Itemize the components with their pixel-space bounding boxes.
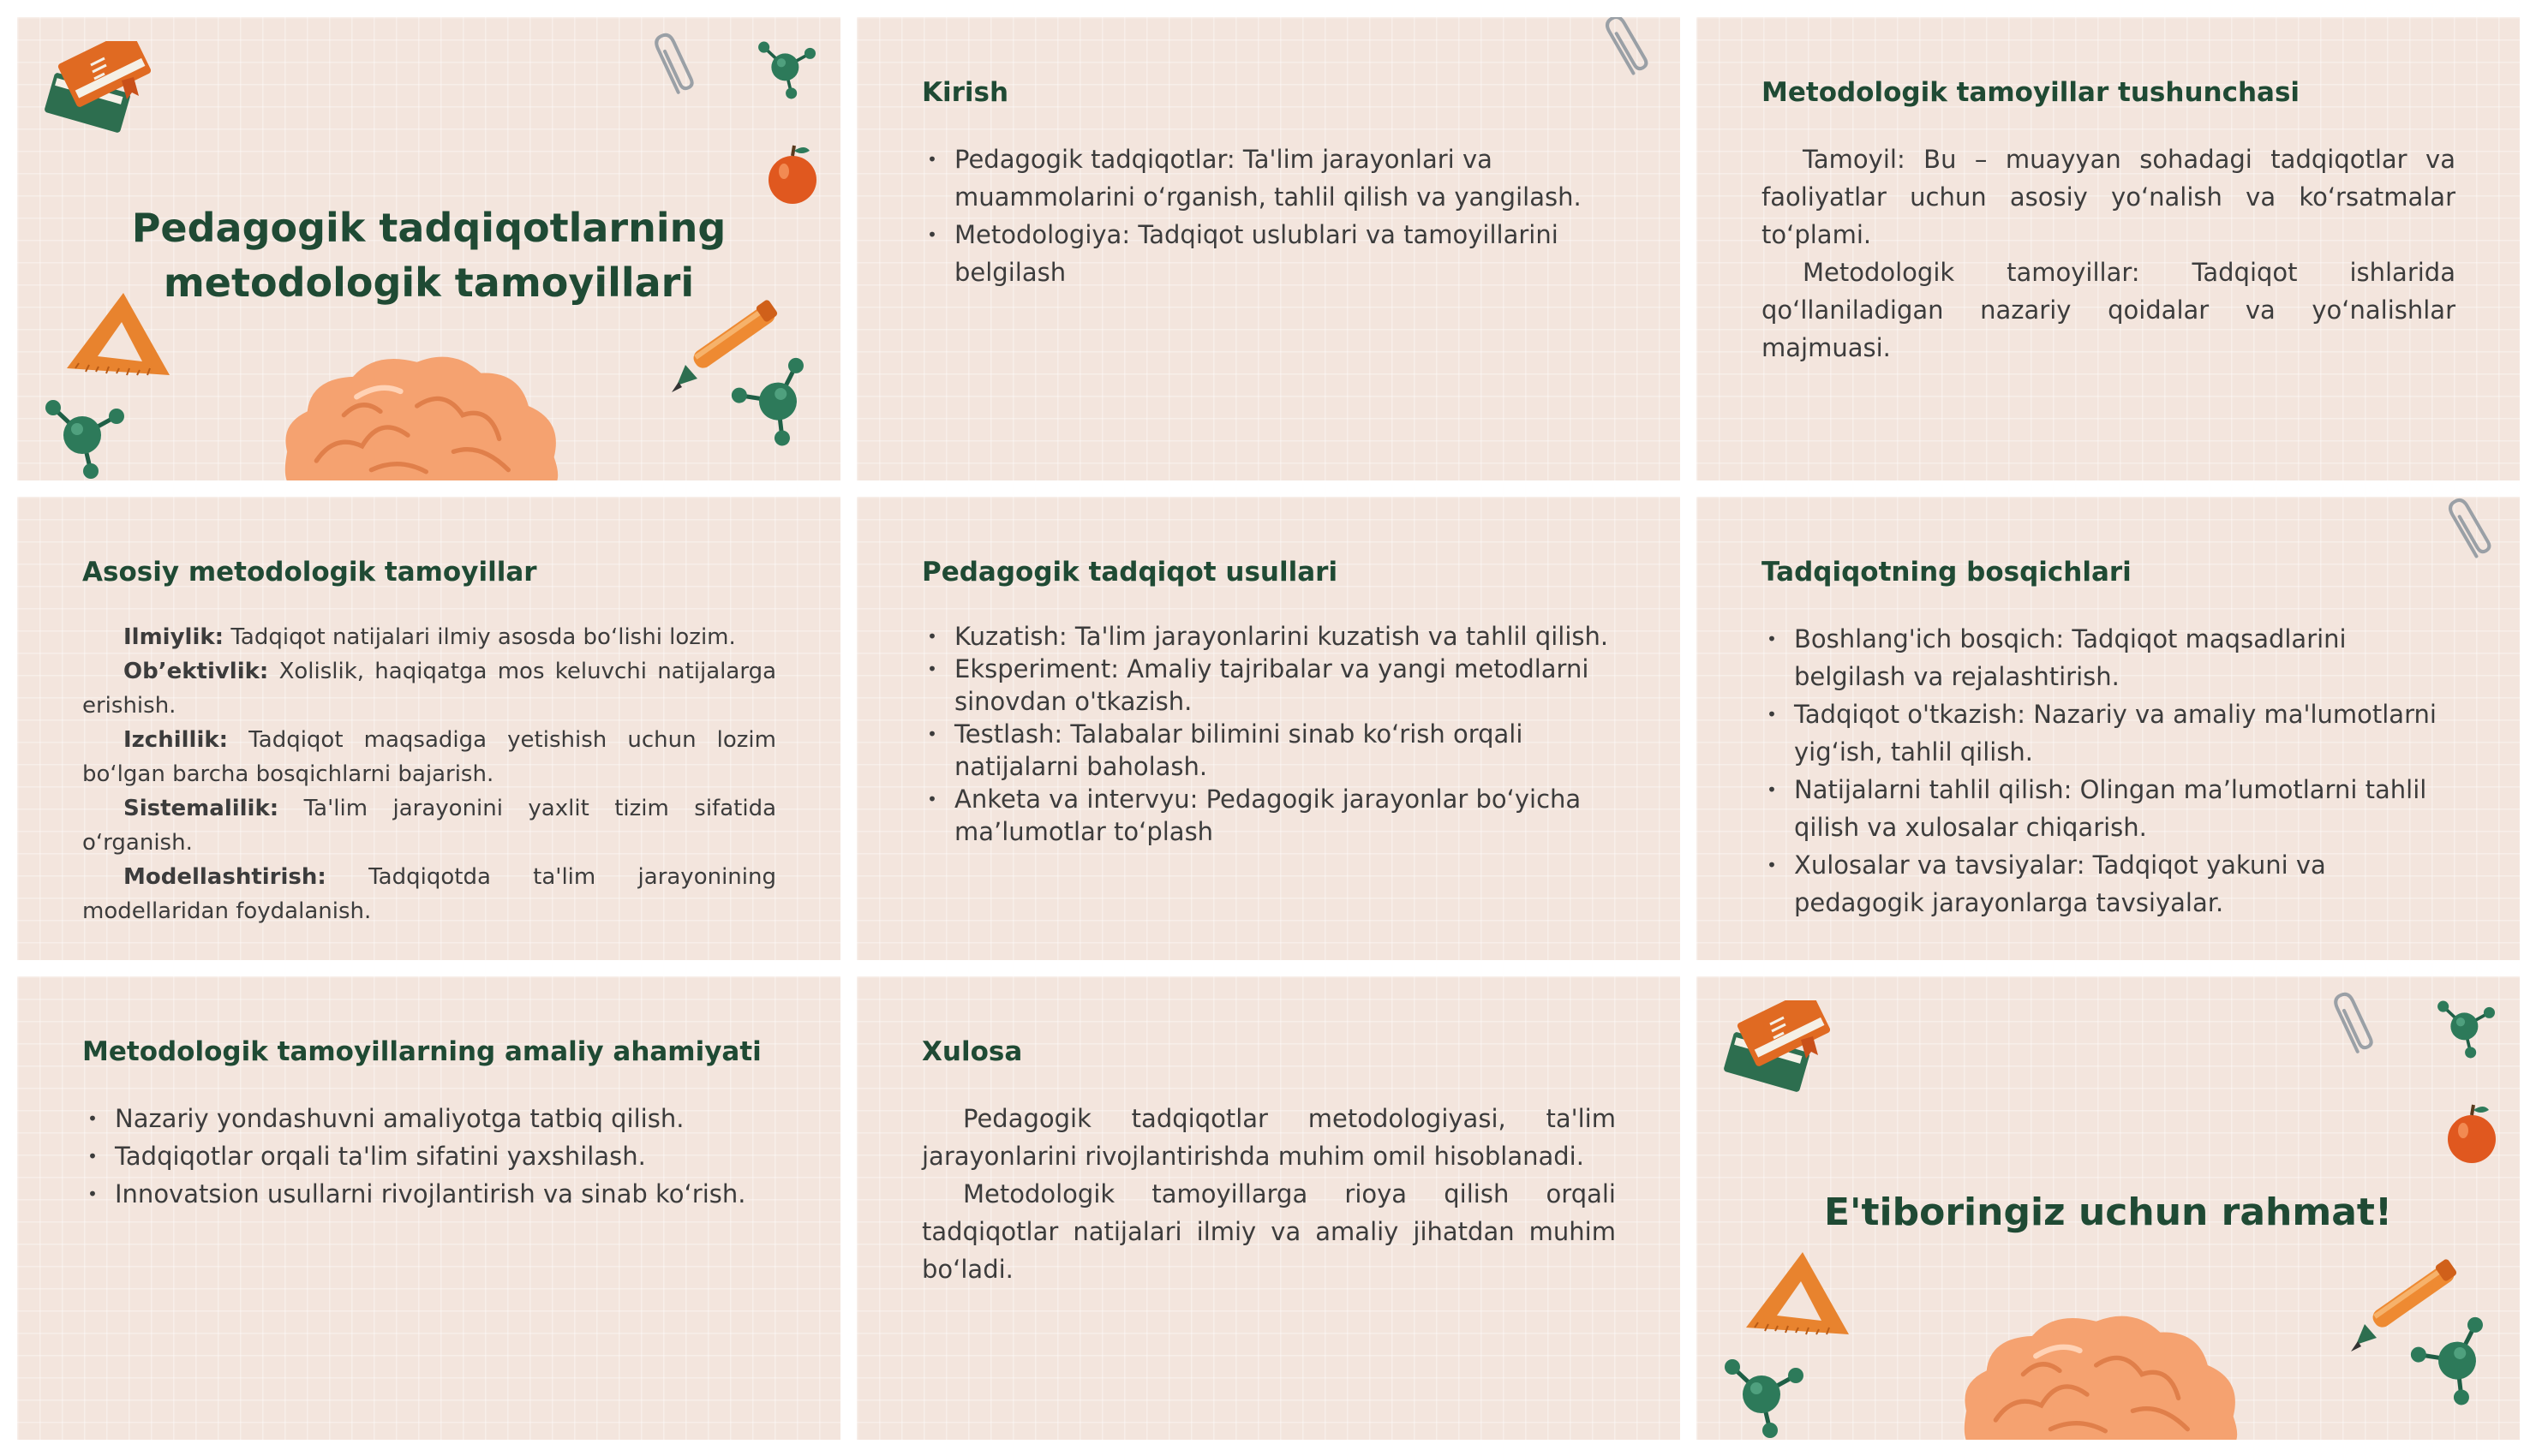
paragraph: Metodologik tamoyillarga rioya qilish orqali tadqiqotlar natijalari ilmiy va amaliy jihatdan muhim bo‘ladi. <box>922 1179 1616 1284</box>
list-item: • Boshlang'ich bosqich: Tadqiqot maqsadlarini belgilash va rejalashtirish. <box>1761 620 2455 695</box>
principle-term: Sistemalilik: <box>123 796 279 821</box>
principle-item <box>82 654 776 723</box>
slide-title: Xulosa <box>922 1036 1023 1067</box>
list-item: • Xulosalar va tavsiyalar: Tadqiqot yakuni va pedagogik jarayonlarga tavsiyalar. <box>1761 846 2455 922</box>
bullet-list <box>922 620 1616 848</box>
list-item: • Tadqiqotlar orqali ta'lim sifatini yaxshilash. <box>82 1137 776 1175</box>
molecule-icon <box>754 36 822 104</box>
slide-title: Metodologik tamoyillarning amaliy ahamiyati <box>82 1036 762 1067</box>
slide-title: Pedagogik tadqiqot usullari <box>922 557 1338 588</box>
slide-practical[interactable] <box>17 976 840 1440</box>
slide-stages[interactable] <box>1696 497 2520 960</box>
paperclip-icon <box>1593 17 1664 87</box>
books-icon <box>39 41 151 135</box>
principles-list <box>82 620 776 928</box>
cover-title-line1: Pedagogik tadqiqotlarning <box>131 205 727 251</box>
slide-cover[interactable] <box>17 17 840 480</box>
list-item: • Nazariy yondashuvni amaliyotga tatbiq qilish. <box>82 1100 776 1137</box>
paragraphs <box>1761 140 2455 367</box>
slide-title: Asosiy metodologik tamoyillar <box>82 557 537 588</box>
list-item: • Testlash: Talabalar bilimini sinab ko‘rish orqali natijalarni baholash. <box>922 718 1616 783</box>
bullet-list <box>82 1100 776 1213</box>
paperclip-icon <box>642 25 709 105</box>
paragraph: Tamoyil: Bu – muayyan sohadagi tadqiqotlar va faoliyatlar uchun asosiy yo‘nalish va ko‘rsatmalar to‘plami. <box>1761 145 2455 249</box>
paragraphs <box>922 1100 1616 1288</box>
slide-kirish[interactable] <box>857 17 1680 480</box>
principle-text: Tadqiqot maqsadiga yetishish uchun lozim bo‘lgan barcha bosqichlarni bajarish. <box>82 727 776 787</box>
thanks-title: E'tiboringiz uchun rahmat! <box>1823 1190 2393 1234</box>
principle-term: Izchillik: <box>123 727 229 753</box>
slide-conclusion[interactable] <box>857 976 1680 1440</box>
books-icon <box>1719 1000 1830 1095</box>
slide-title: Tadqiqotning bosqichlari <box>1761 557 2132 588</box>
slide-title: Metodologik tamoyillar tushunchasi <box>1761 77 2300 108</box>
molecule-icon <box>1719 1352 1813 1440</box>
bullet-list <box>922 140 1616 291</box>
principle-item <box>82 620 776 654</box>
list-item: • Metodologiya: Tadqiqot uslublari va tamoyillarini belgilash <box>922 216 1616 291</box>
list-item: • Anketa va intervyu: Pedagogik jarayonlar bo‘yicha ma’lumotlar to‘plash <box>922 783 1616 848</box>
principle-text: Tadqiqotda ta'lim jarayonining modellaridan foydalanish. <box>82 864 776 924</box>
brain-icon <box>259 351 584 480</box>
slide-title: Kirish <box>922 77 1009 108</box>
principle-text: Ta'lim jarayonini yaxlit tizim sifatida o‘rganish. <box>82 796 776 856</box>
molecule-icon <box>2433 995 2502 1064</box>
apple-icon <box>764 144 821 206</box>
slide-principles[interactable] <box>17 497 840 960</box>
apple-icon <box>2443 1103 2500 1165</box>
paperclip-icon <box>2436 497 2507 570</box>
paperclip-icon <box>2321 984 2389 1065</box>
principle-item <box>82 791 776 860</box>
paragraph: Pedagogik tadqiqotlar metodologiyasi, ta'lim jarayonlarini rivojlantirishda muhim omil hisoblanadi. <box>922 1104 1616 1171</box>
list-item: • Natijalarni tahlil qilish: Olingan ma’lumotlarni tahlil qilish va xulosalar chiqarish. <box>1761 771 2455 846</box>
cover-title-line2: metodologik tamoyillari <box>163 260 695 306</box>
principle-text: Xolislik, haqiqatga mos keluvchi natijalarga erishish. <box>82 659 776 719</box>
bullet-list <box>1761 620 2455 922</box>
principle-term: Modellashtirish: <box>123 864 326 890</box>
principle-term: Ob’ektivlik: <box>123 659 269 684</box>
list-item: • Innovatsion usullarni rivojlantirish va sinab ko‘rish. <box>82 1175 776 1213</box>
molecule-icon <box>39 392 134 480</box>
principle-item <box>82 860 776 928</box>
slide-concept[interactable] <box>1696 17 2520 480</box>
slide-methods[interactable] <box>857 497 1680 960</box>
list-item: • Eksperiment: Amaliy tajribalar va yangi metodlarni sinovdan o'tkazish. <box>922 653 1616 718</box>
brain-icon <box>1938 1310 2264 1440</box>
principle-item <box>82 723 776 791</box>
list-item: • Kuzatish: Ta'lim jarayonlarini kuzatish va tahlil qilish. <box>922 620 1616 653</box>
principle-text: Tadqiqot natijalari ilmiy asosda bo‘lishi lozim. <box>224 624 736 650</box>
slide-thanks[interactable] <box>1696 976 2520 1440</box>
list-item: • Tadqiqot o'tkazish: Nazariy va amaliy ma'lumotlarni yig‘ish, tahlil qilish. <box>1761 695 2455 771</box>
cover-title <box>17 200 840 310</box>
principle-term: Ilmiylik: <box>123 624 224 650</box>
paragraph: Metodologik tamoyillar: Tadqiqot ishlarida qo‘llaniladigan nazariy qoidalar va yo‘nalishlar majmuasi. <box>1761 258 2455 362</box>
list-item: • Pedagogik tadqiqotlar: Ta'lim jarayonlari va muammolarini o‘rganish, tahlil qilish va yangilash. <box>922 140 1616 216</box>
ruler-triangle-icon <box>1743 1249 1854 1338</box>
